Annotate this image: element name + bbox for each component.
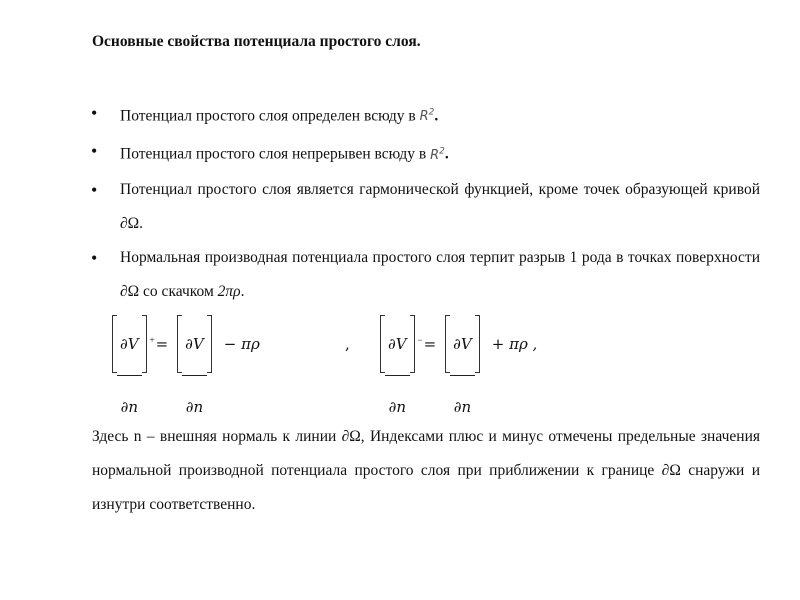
derivative-fraction: $\frac{\partial V}{\partial n}$ xyxy=(117,315,142,436)
jump-value: 2πρ xyxy=(217,282,241,300)
slide-title: Основные свойства потенциала простого слоя. xyxy=(92,33,421,50)
equals-sign: = xyxy=(423,335,437,353)
formula-separator: , xyxy=(345,335,350,353)
derivative-fraction: $\frac{\partial V}{\partial n}$ xyxy=(450,315,475,436)
bracketed-derivative xyxy=(445,315,480,416)
derivative-fraction: $\frac{\partial V}{\partial n}$ xyxy=(385,315,410,436)
limit-sign: − xyxy=(417,335,423,345)
list-item: • Потенциал простого слоя непрерывен всюду в $R^2$. xyxy=(92,134,760,172)
bracketed-derivative xyxy=(380,315,423,416)
equals-sign: = xyxy=(155,335,169,353)
list-item: • Нормальная производная потенциала простого слоя терпит разрыв 1 рода в точках поверхности ∂Ω со скачком 2πρ. xyxy=(92,241,760,309)
limit-sign: + xyxy=(149,335,155,345)
derivative-fraction: $\frac{\partial V}{\partial n}$ xyxy=(182,315,207,436)
list-item: • Потенциал простого слоя является гармонической функцией, кроме точек образующей кривой ∂Ω. xyxy=(92,173,760,241)
formula-outer-limit xyxy=(112,315,260,416)
list-item: • Потенциал простого слоя определен всюду в $R^2$. xyxy=(92,96,760,134)
property-list xyxy=(92,96,760,309)
jump-term: − πρ xyxy=(223,335,260,353)
explanation-paragraph: Здесь n – внешняя нормаль к линии ∂Ω, Индексами плюс и минус отмечены предельные значения нормальной производной потенциала простого слоя при приближении к границе ∂Ω снаружи и изнутри соответственно. xyxy=(92,428,760,513)
bracketed-derivative xyxy=(112,315,155,416)
jump-term: + πρ , xyxy=(491,335,538,353)
math-r2: $R^2$ xyxy=(430,146,445,163)
formula-inner-limit xyxy=(380,315,538,416)
math-r2: $R^2$ xyxy=(419,108,435,125)
bracketed-derivative xyxy=(177,315,212,416)
